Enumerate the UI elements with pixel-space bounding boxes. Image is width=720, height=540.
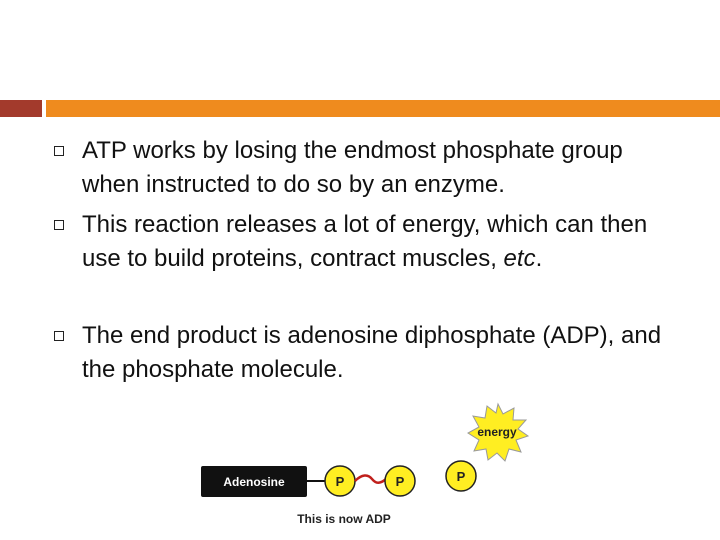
phosphate-label-released: P [456,469,466,484]
energy-label: energy [477,425,517,439]
bullet-text-2-main: This reaction releases a lot of energy, which can then use to build proteins, contract muscles, [82,211,648,272]
bullet-text-2-end: . [535,245,543,272]
high-energy-bond [355,475,386,482]
phosphate-label-2: P [395,474,405,489]
adenosine-label: Adenosine [223,475,285,489]
phosphate-label-1: P [335,474,345,489]
bullet-text-2-italic: etc [503,245,536,272]
bullet-text-1: ATP works by losing the endmost phosphate group when instructed to do so by an enzyme. [82,137,623,198]
diagram-caption: This is now ADP [297,512,391,526]
bullet-text-3: The end product is adenosine diphosphate (ADP), and the phosphate molecule. [82,322,662,383]
